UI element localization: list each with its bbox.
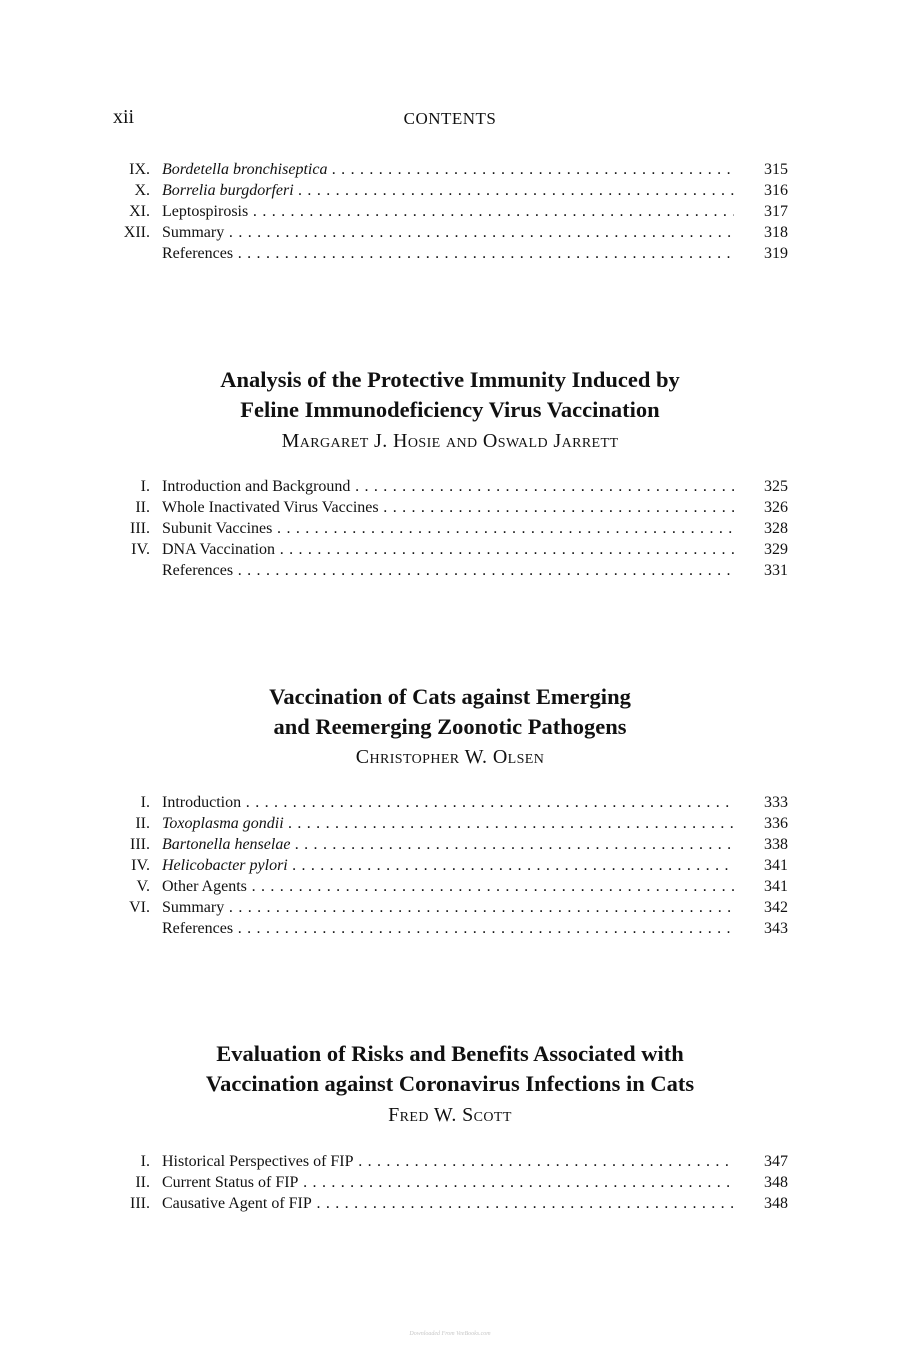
toc-page: 333 (764, 794, 788, 811)
toc-number: II. (135, 815, 150, 832)
download-watermark: Downloaded From VeeBooks.com (409, 1331, 491, 1337)
toc-title: References . . . (162, 560, 734, 581)
chapter-title-line: Evaluation of Risks and Benefits Associated with (216, 1041, 684, 1066)
toc-number: XI. (129, 203, 150, 220)
toc-list (110, 792, 790, 939)
toc-page: 338 (764, 836, 788, 853)
toc-title: Leptospirosis . . . (162, 201, 734, 222)
toc-page: 326 (764, 499, 788, 516)
toc-page: 348 (764, 1174, 788, 1191)
toc-entry (110, 876, 790, 897)
toc-page: 319 (764, 245, 788, 262)
toc-title: Bordetella bronchiseptica . . . (162, 159, 734, 180)
toc-entry (110, 180, 790, 201)
toc-title: Toxoplasma gondii . . . (162, 813, 734, 834)
toc-title: Causative Agent of FIP . . . (162, 1193, 734, 1214)
toc-number: X. (134, 182, 150, 199)
toc-page: 348 (764, 1195, 788, 1212)
toc-list (110, 476, 790, 581)
toc-entry (110, 539, 790, 560)
toc-title: Summary . . . (162, 897, 734, 918)
toc-number: II. (135, 1174, 150, 1191)
toc-page: 341 (764, 878, 788, 895)
toc-title: Subunit Vaccines . . . (162, 518, 734, 539)
toc-number: III. (130, 1195, 150, 1212)
toc-page: 328 (764, 520, 788, 537)
toc-number: I. (140, 794, 150, 811)
chapter-title (0, 365, 900, 425)
toc-entry (110, 918, 790, 939)
toc-number: XII. (123, 224, 150, 241)
toc-title: Introduction . . . (162, 792, 734, 813)
toc-page: 316 (764, 182, 788, 199)
toc-page: 317 (764, 203, 788, 220)
toc-page: 318 (764, 224, 788, 241)
toc-page: 325 (764, 478, 788, 495)
toc-number: I. (140, 1153, 150, 1170)
toc-entry (110, 159, 790, 180)
chapter-title-line: and Reemerging Zoonotic Pathogens (273, 714, 627, 739)
toc-number: I. (140, 478, 150, 495)
toc-entry (110, 897, 790, 918)
chapter-title-line: Feline Immunodeficiency Virus Vaccination (240, 397, 660, 422)
toc-title: Current Status of FIP . . . (162, 1172, 734, 1193)
chapter-authors: Christopher W. Olsen (355, 746, 545, 768)
toc-title: Historical Perspectives of FIP . . . (162, 1151, 734, 1172)
toc-page: 347 (764, 1153, 788, 1170)
toc-entry (110, 243, 790, 264)
toc-entry (110, 560, 790, 581)
running-head: CONTENTS (403, 109, 497, 128)
toc-entry (110, 518, 790, 539)
chapter-authors: Margaret J. Hosie and Oswald Jarrett (281, 430, 619, 452)
toc-entry (110, 834, 790, 855)
toc-title: Helicobacter pylori . . . (162, 855, 734, 876)
toc-number: III. (130, 520, 150, 537)
toc-entry (110, 792, 790, 813)
toc-page: 315 (764, 161, 788, 178)
toc-number: IX. (129, 161, 150, 178)
toc-number: VI. (129, 899, 150, 916)
toc-number: V. (136, 878, 150, 895)
toc-page: 336 (764, 815, 788, 832)
toc-list-previous (110, 159, 790, 264)
toc-number: III. (130, 836, 150, 853)
page-number: xii (113, 106, 135, 128)
chapter-title (0, 1039, 900, 1099)
toc-page: 341 (764, 857, 788, 874)
toc-title: Whole Inactivated Virus Vaccines . . . (162, 497, 734, 518)
toc-title: Introduction and Background . . . (162, 476, 734, 497)
toc-entry (110, 813, 790, 834)
toc-entry (110, 1172, 790, 1193)
toc-list (110, 1151, 790, 1214)
toc-entry (110, 1151, 790, 1172)
toc-entry (110, 497, 790, 518)
chapter-title-line: Analysis of the Protective Immunity Induced by (220, 367, 680, 392)
toc-page: 343 (764, 920, 788, 937)
toc-title: References . . . (162, 918, 734, 939)
chapter-authors: Fred W. Scott (388, 1104, 512, 1126)
toc-entry (110, 1193, 790, 1214)
toc-entry (110, 855, 790, 876)
toc-page: 342 (764, 899, 788, 916)
toc-title: Bartonella henselae . . . (162, 834, 734, 855)
toc-entry (110, 476, 790, 497)
toc-entry (110, 222, 790, 243)
toc-page: 331 (764, 562, 788, 579)
toc-number: II. (135, 499, 150, 516)
toc-page: 329 (764, 541, 788, 558)
chapter-title-line: Vaccination against Coronavirus Infections in Cats (205, 1071, 695, 1096)
toc-title: References . . . (162, 243, 734, 264)
chapter-title (0, 682, 900, 742)
toc-number: IV. (131, 541, 150, 558)
toc-title: DNA Vaccination . . . (162, 539, 734, 560)
chapter-title-line: Vaccination of Cats against Emerging (269, 684, 631, 709)
toc-title: Other Agents . . . (162, 876, 734, 897)
toc-entry (110, 201, 790, 222)
toc-number: IV. (131, 857, 150, 874)
toc-title: Summary . . . (162, 222, 734, 243)
toc-title: Borrelia burgdorferi . . . (162, 180, 734, 201)
